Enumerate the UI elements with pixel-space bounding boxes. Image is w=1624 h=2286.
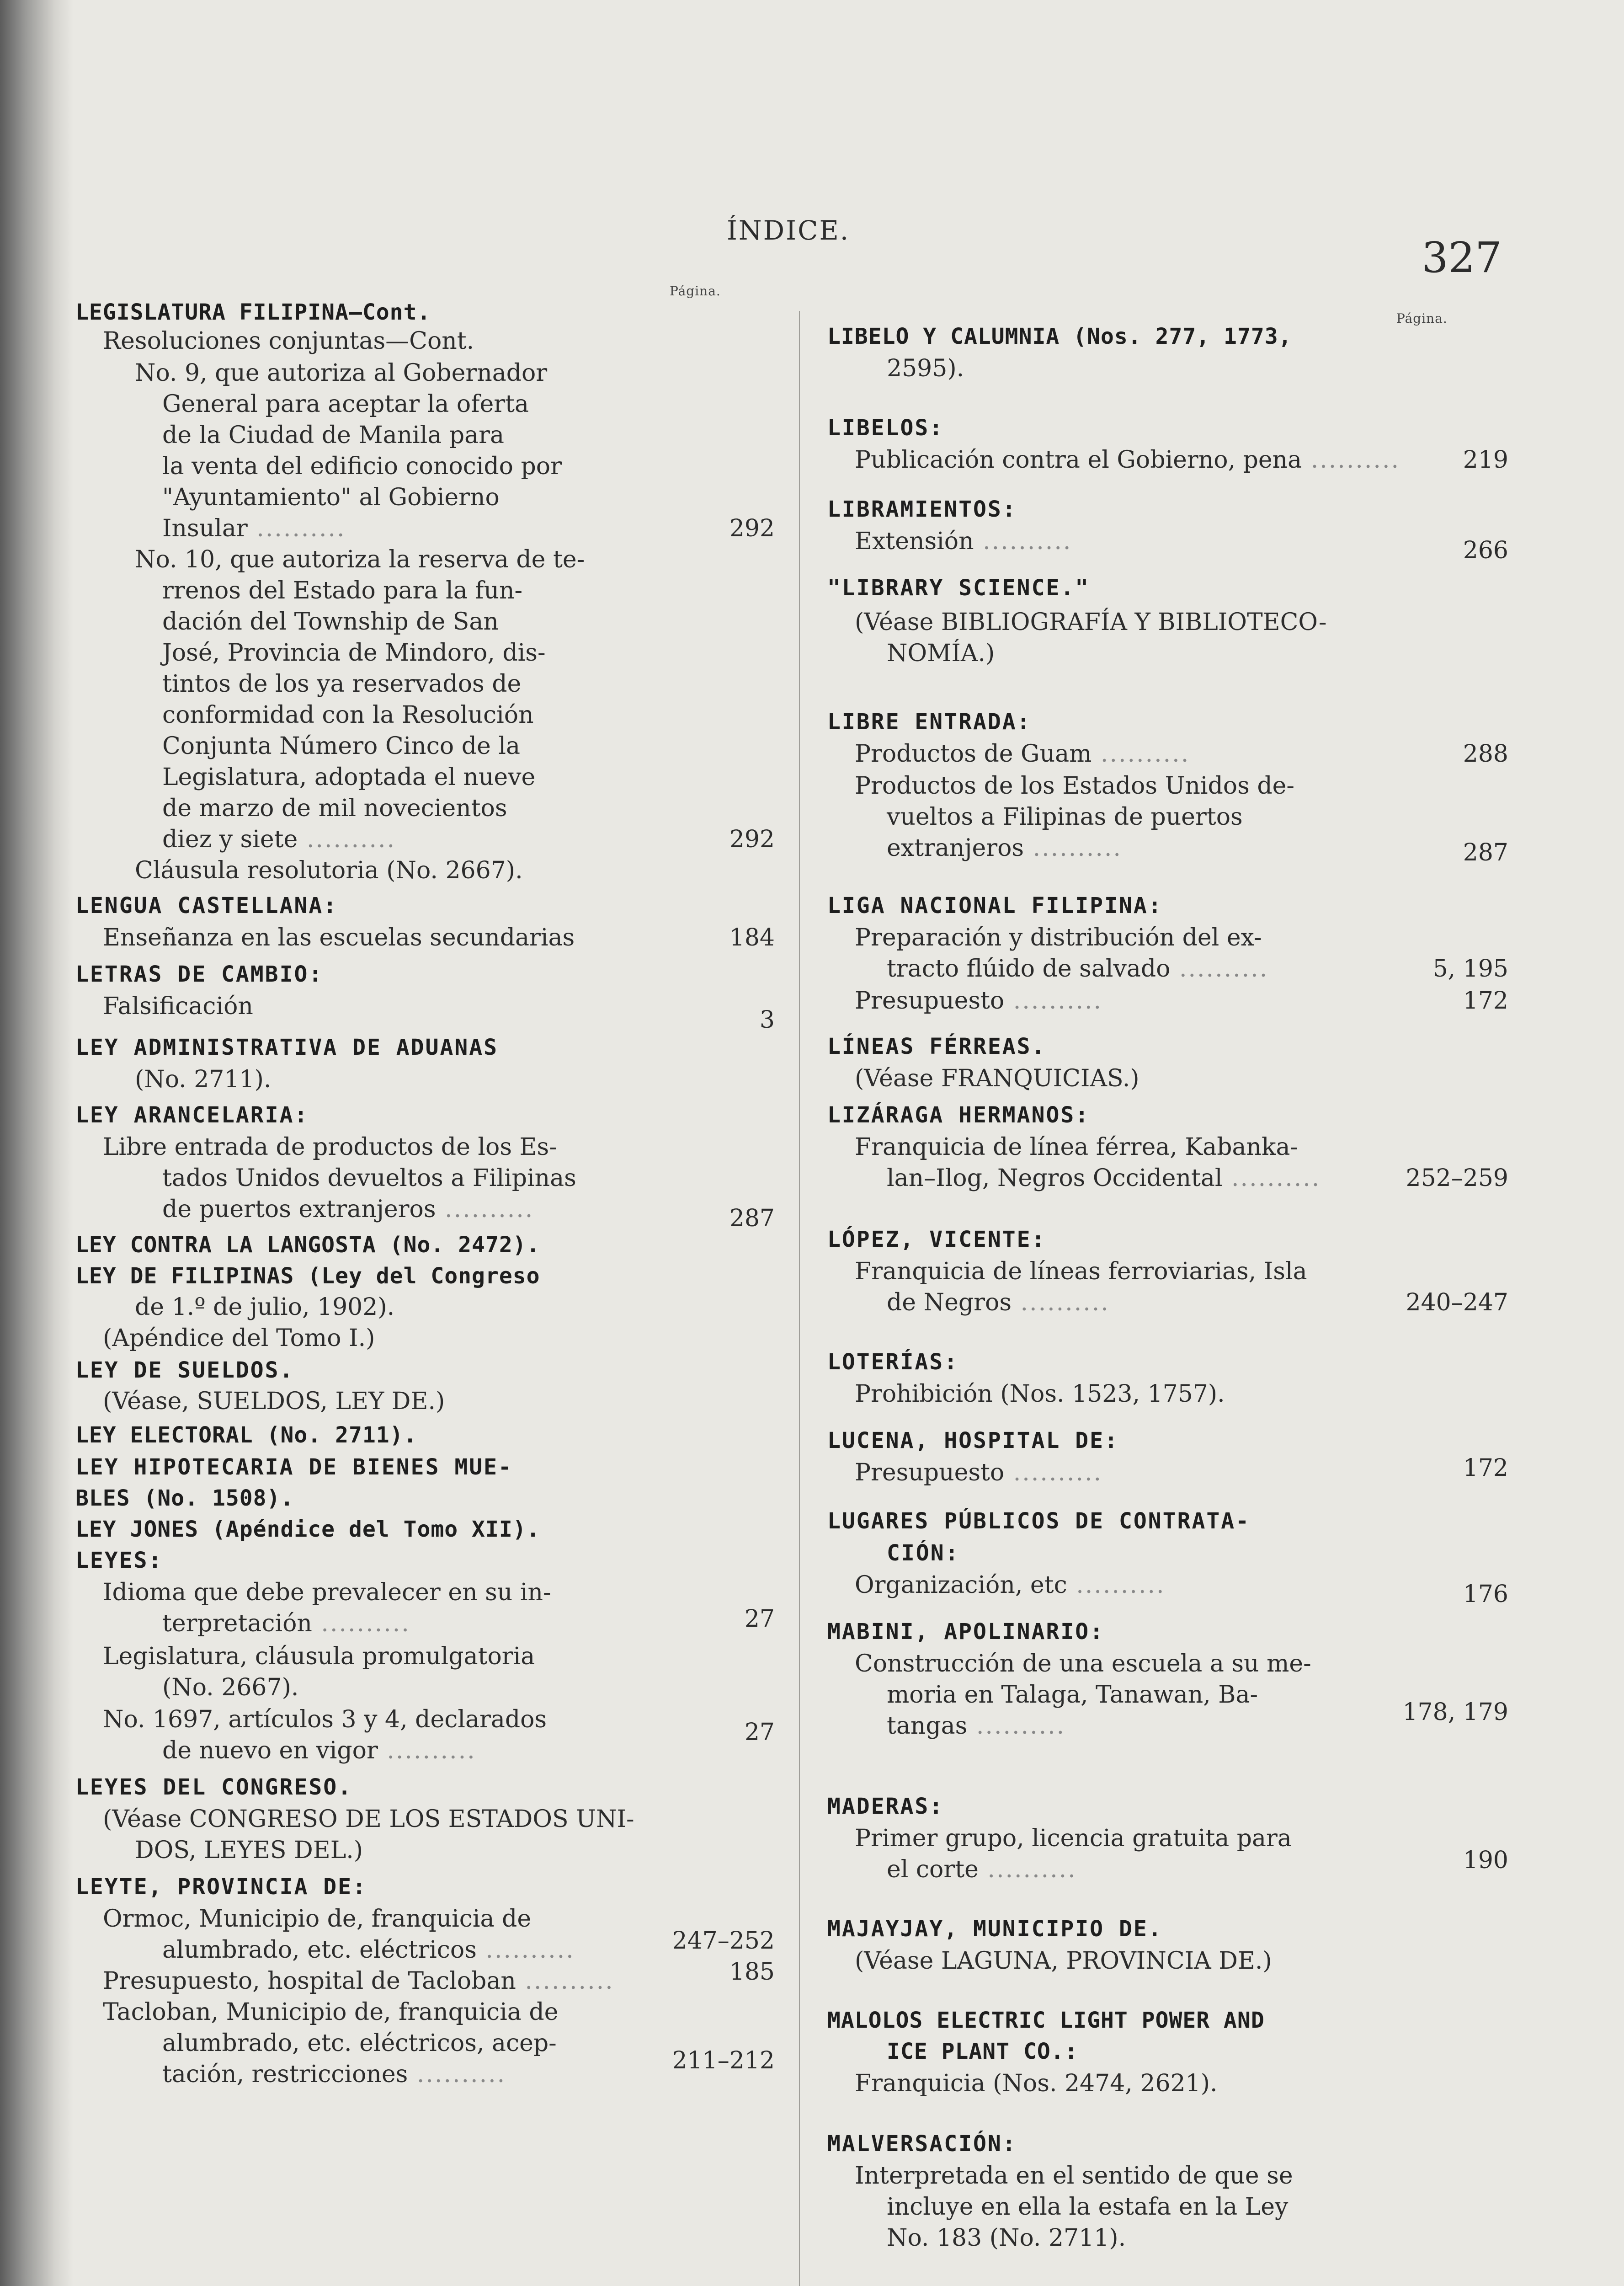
entry-text: LIGA NACIONAL FILIPINA: [827,893,1163,919]
entry-text: ICE PLANT CO.: [887,2039,1078,2064]
scan-binding-shadow [0,0,73,2286]
leader-dots: .......... [1012,1289,1110,1316]
index-entry [855,446,1400,474]
index-entry [887,1712,1065,1740]
index-entry [162,608,499,636]
index-entry [103,1905,531,1933]
entry-text: Productos de los Estados Unidos de- [855,772,1294,800]
index-entry [162,794,507,823]
index-entry [855,1824,1292,1853]
entry-text: de nuevo en vigor [162,1737,378,1764]
leader-dots: .......... [1170,955,1269,983]
entry-text: LEY ARANCELARIA: [75,1102,309,1128]
page-reference: 172 [1463,1454,1508,1482]
entry-text: MADERAS: [827,1794,944,1819]
entry-text: Tacloban, Municipio de, franquicia de [103,1998,559,2026]
entry-text: Presupuesto [855,1459,1005,1486]
index-entry [162,483,500,512]
index-entry [135,1836,363,1864]
entry-text: Productos de Guam [855,740,1092,768]
entry-text: LIBRE ENTRADA: [827,709,1032,735]
index-entry [855,2069,1218,2098]
pagina-label-right: Página. [1396,311,1448,326]
leader-dots: .......... [967,1712,1066,1740]
entry-text: Ormoc, Municipio de, franquicia de [103,1905,532,1933]
index-heading [827,2130,1017,2158]
index-entry [103,1324,375,1352]
entry-text: Resoluciones conjuntas—Cont. [103,327,474,355]
index-entry [103,327,474,355]
entry-text: Cláusula resolutoria (No. 2667). [135,857,523,884]
leader-dots: .......... [1222,1164,1321,1192]
index-entry [887,2193,1288,2221]
index-entry [162,514,346,543]
entry-text: Franquicia de línea férrea, Kabanka- [855,1133,1299,1161]
entry-text: (Véase FRANQUICIAS.) [855,1065,1139,1092]
index-entry [103,1578,551,1607]
entry-text: LEY DE SUELDOS. [75,1357,294,1383]
entry-text: diez y siete [162,826,298,853]
index-entry [855,2162,1293,2190]
entry-text: Franquicia de líneas ferroviarias, Isla [855,1258,1307,1285]
entry-text: dación del Township de San [162,608,499,636]
entry-text: Interpretada en el sentido de que se [855,2162,1293,2190]
index-entry [162,1195,534,1223]
entry-text: No. 1697, artículos 3 y 4, declarados [103,1706,547,1733]
index-heading [827,574,1090,602]
entry-text: General para aceptar la oferta [162,390,529,418]
index-entry [855,527,1072,555]
index-heading [827,1101,1090,1129]
entry-text: LIBELOS: [827,415,944,441]
entry-text: de Negros [887,1289,1012,1316]
right-column [827,0,1508,2286]
entry-text: LEY DE FILIPINAS (Ley del Congreso [75,1263,540,1289]
entry-text: tintos de los ya reservados de [162,670,522,698]
index-heading [827,2284,1182,2286]
index-heading [75,1484,294,1512]
index-heading [827,495,1017,523]
index-entry [162,1936,575,1964]
index-entry [162,390,529,418]
entry-text: NOMÍA.) [887,640,995,667]
entry-text: Presupuesto, hospital de Tacloban [103,1967,516,1995]
left-column [75,0,775,2286]
entry-text: conformidad con la Resolución [162,701,534,729]
index-entry [162,1736,476,1765]
index-entry [135,359,547,387]
index-entry [887,354,964,383]
entry-text: Legislatura, cláusula promulgatoria [103,1643,535,1670]
index-heading [827,1032,1046,1061]
index-entry [162,1609,410,1638]
entry-text: 2595). [887,355,964,382]
entry-text: Idioma que debe prevalecer en su in- [103,1579,551,1606]
index-heading [75,1033,498,1062]
leader-dots: .......... [408,2061,506,2088]
index-entry [162,825,396,854]
entry-text: de puertos extranjeros [162,1196,436,1223]
entry-text: LETRAS DE CAMBIO: [75,961,324,987]
index-entry [103,1998,558,2026]
index-heading [75,1101,309,1129]
entry-text: tación, restricciones [162,2061,408,2088]
page-reference: 176 [1463,1581,1508,1608]
index-entry [855,1133,1298,1161]
index-entry [135,856,523,885]
entry-text: moria en Talaga, Tanawan, Ba- [887,1681,1258,1709]
entry-text: tados Unidos devueltos a Filipinas [162,1164,576,1192]
index-entry [162,732,520,760]
entry-text: Falsificación [103,993,253,1020]
entry-text: extranjeros [887,834,1024,862]
index-entry [855,1380,1225,1408]
entry-text: Extensión [855,528,974,555]
entry-text: LEY ADMINISTRATIVA DE ADUANAS [75,1035,499,1060]
entry-text: LENGUA CASTELLANA: [75,893,338,919]
page-reference: 287 [729,1205,775,1232]
leader-dots: .......... [978,1856,1077,1883]
entry-text: LUCENA, HOSPITAL DE: [827,1428,1119,1453]
index-heading [827,1507,1250,1535]
index-entry [855,772,1294,800]
entry-text: LEY ELECTORAL (No. 2711). [75,1422,417,1448]
page-reference: 266 [1463,537,1508,564]
index-heading [75,1231,540,1259]
page-reference: 292 [729,826,775,853]
index-entry [135,1065,271,1094]
page-reference: 211–212 [672,2047,775,2074]
pagina-label-left: Página. [670,283,721,299]
index-entry [162,1164,576,1192]
entry-text: rrenos del Estado para la fun- [162,577,523,604]
index-heading [827,1915,1163,1943]
index-heading [887,1539,960,1567]
entry-text: Publicación contra el Gobierno, pena [855,446,1302,474]
entry-text: el corte [887,1856,979,1883]
index-entry [887,2224,1126,2252]
index-entry [162,639,546,667]
entry-text: LÓPEZ, VICENTE: [827,1227,1046,1252]
entry-text: LÍNEAS FÉRREAS. [827,1034,1046,1059]
entry-text: Franquicia (Nos. 2474, 2621). [855,2070,1218,2097]
entry-text: LUGARES PÚBLICOS DE CONTRATA- [827,1508,1251,1534]
entry-text: Presupuesto [855,987,1005,1015]
index-heading [887,2037,1078,2066]
index-entry [103,1133,557,1161]
column-divider [799,311,800,2286]
entry-text: (Apéndice del Tomo I.) [103,1325,375,1352]
entry-text: alumbrado, etc. eléctricos, acep- [162,2030,557,2057]
index-entry [162,1673,298,1702]
leader-dots: .......... [247,515,346,542]
entry-text: No. 9, que autoriza al Gobernador [135,359,548,387]
index-heading [827,1225,1046,1254]
leader-dots: .......... [312,1610,410,1637]
page-reference: 27 [744,1719,775,1746]
page-reference: 247–252 [672,1927,775,1955]
entry-text: LEYES: [75,1548,163,1573]
index-entry [855,1650,1311,1678]
index-entry [887,639,995,668]
leader-dots: .......... [298,826,396,853]
entry-text: MALVERSACIÓN: [827,2131,1017,2157]
entry-text: LIBRAMIENTOS: [827,497,1017,522]
entry-text: (No. 2667). [162,1674,299,1701]
entry-text: Prohibición (Nos. 1523, 1757). [855,1380,1225,1408]
index-entry [162,763,535,791]
index-heading [827,322,1292,351]
index-entry [135,545,585,574]
index-entry [162,577,522,605]
leader-dots: .......... [1004,987,1103,1015]
index-entry [162,452,562,481]
entry-text: incluye en ella la estafa en la Ley [887,2193,1289,2221]
page-reference: 219 [1463,446,1508,474]
entry-text: vueltos a Filipinas de puertos [887,803,1243,831]
index-entry [887,803,1243,831]
page-reference: 190 [1463,1847,1508,1874]
leader-dots: .......... [1004,1459,1103,1486]
entry-text: "Ayuntamiento" al Gobierno [162,484,500,511]
index-entry [103,1705,547,1734]
entry-text: CIÓN: [887,1540,960,1566]
page-header: ÍNDICE. [727,215,850,246]
leader-dots: .......... [378,1737,476,1764]
index-entry [103,1642,535,1671]
entry-text: BLES (No. 1508). [75,1485,294,1511]
index-entry [162,421,504,449]
entry-text: de la Ciudad de Manila para [162,422,505,449]
entry-text: "LIBRARY SCIENCE." [827,575,1090,601]
entry-text: No. 10, que autoriza la reserva de te- [135,546,585,573]
page-reference: 5, 195 [1432,955,1508,983]
index-heading [75,1262,540,1290]
index-entry [887,834,1122,862]
index-heading [75,1773,352,1801]
leader-dots: .......... [1067,1571,1166,1599]
index-entry [103,1967,614,1995]
index-heading [827,1618,1104,1646]
entry-text: MAJAYJAY, MUNICIPIO DE. [827,1916,1163,1942]
index-heading [75,1873,367,1901]
index-entry [855,1064,1139,1093]
entry-text: la venta del edificio conocido por [162,453,562,480]
page-reference: 240–247 [1406,1289,1508,1316]
index-heading [75,960,323,988]
index-entry [887,1164,1320,1192]
index-heading [75,1453,513,1481]
index-heading [827,708,1032,736]
entry-text: Organización, etc [855,1571,1067,1599]
index-heading [75,1421,417,1449]
entry-text: LIZÁRAGA HERMANOS: [827,1102,1090,1128]
page-reference: 184 [729,924,775,951]
index-entry [135,1293,394,1321]
page-reference: 292 [729,515,775,542]
index-entry [855,1257,1307,1286]
index-entry [162,701,534,729]
page-reference: 27 [744,1605,775,1633]
index-entry [103,924,575,952]
index-heading [75,1546,163,1575]
entry-text: Enseñanza en las escuelas secundarias [103,924,575,951]
index-entry [887,1681,1258,1709]
entry-text: alumbrado, etc. eléctricos [162,1936,477,1964]
index-entry [855,740,1190,768]
leader-dots: .......... [516,1967,614,1995]
entry-text: No. 183 (No. 2711). [887,2224,1126,2252]
index-entry [855,608,1327,636]
page-reference: 178, 179 [1402,1698,1508,1726]
entry-text: Libre entrada de productos de los Es- [103,1133,557,1161]
index-heading [827,2006,1265,2035]
index-heading [827,1792,944,1821]
index-heading [827,1426,1119,1455]
index-entry [162,670,521,698]
entry-text: de 1.º de julio, 1902). [135,1293,395,1321]
leader-dots: .......... [1092,740,1190,768]
page-reference: 172 [1463,987,1508,1015]
index-entry [855,1947,1272,1975]
entry-text: (Véase CONGRESO DE LOS ESTADOS UNI- [103,1805,634,1833]
entry-text: (No. 2711). [135,1066,272,1093]
entry-text: LEY CONTRA LA LANGOSTA (No. 2472). [75,1232,540,1258]
page-reference: 287 [1463,839,1508,866]
index-heading [827,1348,958,1376]
entry-text: LEGISLATURA FILIPINA—Cont. [75,299,431,325]
entry-text: Conjunta Número Cinco de la [162,732,520,760]
entry-text: LEYES DEL CONGRESO. [75,1774,353,1800]
page-reference: 288 [1463,740,1508,768]
page-number: 327 [1422,233,1502,282]
entry-text: Legislatura, adoptada el nueve [162,764,536,791]
leader-dots: .......... [436,1196,534,1223]
entry-text: Primer grupo, licencia gratuita para [855,1825,1292,1852]
index-entry [855,924,1262,952]
entry-text: DOS, LEYES DEL.) [135,1837,363,1864]
index-entry [855,987,1102,1015]
index-entry [855,1571,1166,1599]
index-entry [887,1288,1110,1317]
entry-text: MABINI, APOLINARIO: [827,1619,1105,1645]
entry-text: tracto flúido de salvado [887,955,1171,983]
index-entry [103,1387,445,1415]
entry-text: Preparación y distribución del ex- [855,924,1262,951]
entry-text: LEY HIPOTECARIA DE BIENES MUE- [75,1454,513,1480]
index-entry [855,1458,1102,1487]
leader-dots: .......... [476,1936,575,1964]
entry-text: Insular [162,515,248,542]
entry-text: tangas [887,1712,968,1740]
index-entry [162,2060,506,2088]
index-entry [103,1805,634,1833]
index-heading [75,1515,540,1544]
index-entry [103,992,253,1020]
leader-dots: .......... [974,528,1072,555]
entry-text: LEY JONES (Apéndice del Tomo XII). [75,1517,540,1542]
entry-text: (Véase, SUELDOS, LEY DE.) [103,1388,445,1415]
leader-dots: .......... [1302,446,1400,474]
page-reference: 185 [729,1958,775,1986]
entry-text: LIBELO Y CALUMNIA (Nos. 277, 1773, [827,324,1292,349]
index-entry [887,1855,1077,1884]
entry-text: lan–Ilog, Negros Occidental [887,1164,1223,1192]
index-heading [75,1356,294,1384]
entry-text: LEYTE, PROVINCIA DE: [75,1874,367,1900]
index-heading [75,892,338,920]
index-heading [827,892,1163,920]
index-heading [75,298,431,326]
entry-text: LOTERÍAS: [827,1349,959,1375]
leader-dots: .......... [1024,834,1122,862]
entry-text: MALOLOS ELECTRIC LIGHT POWER AND [827,2008,1265,2033]
page-reference: 252–259 [1406,1164,1508,1192]
page-reference: 3 [759,1006,775,1034]
index-heading [827,414,944,442]
entry-text: (Véase LAGUNA, PROVINCIA DE.) [855,1947,1272,1975]
index-entry [887,955,1268,983]
entry-text: José, Provincia de Mindoro, dis- [162,639,546,667]
entry-text: Construcción de una escuela a su me- [855,1650,1311,1677]
entry-text: (Véase BIBLIOGRAFÍA Y BIBLIOTECO- [855,609,1327,636]
index-entry [162,2029,557,2057]
entry-text: terpretación [162,1610,312,1637]
entry-text: de marzo de mil novecientos [162,795,507,822]
